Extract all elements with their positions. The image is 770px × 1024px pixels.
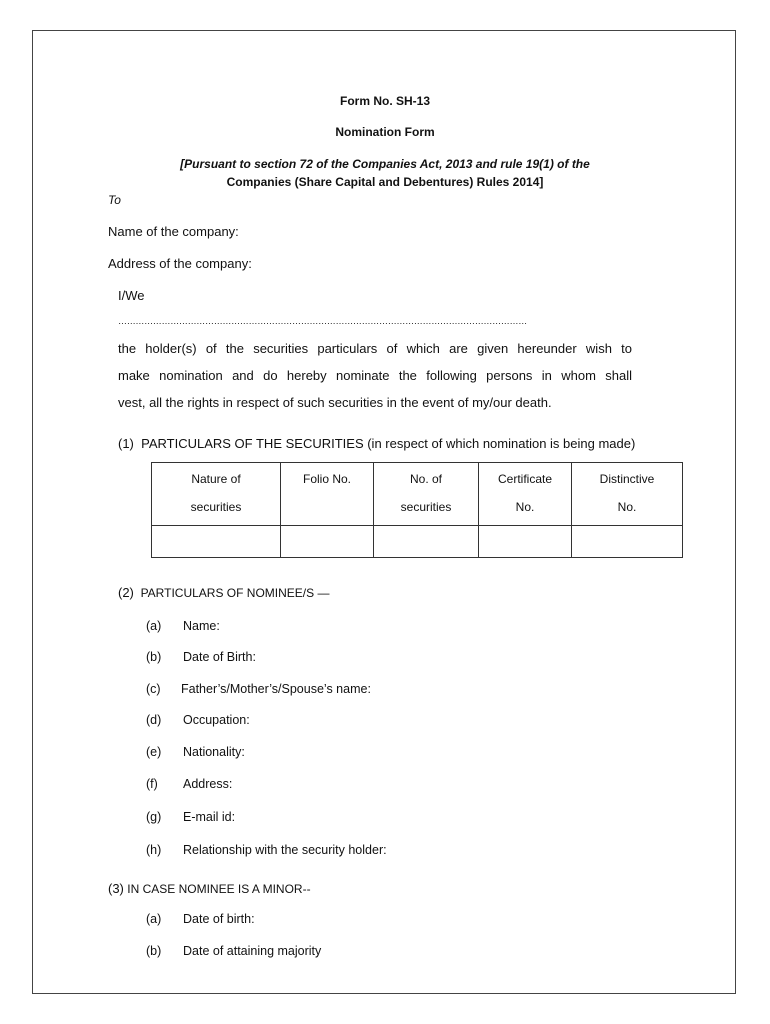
nominee-address-letter: (f) bbox=[146, 777, 158, 791]
col-no-of-securities: No. of securities bbox=[374, 463, 479, 526]
declaration-line-3: vest, all the rights in respect of such securities in the event of my/our death. bbox=[118, 395, 552, 410]
form-subtitle-line1: [Pursuant to section 72 of the Companies Act, 2013 and rule 19(1) of the bbox=[180, 157, 590, 171]
nominee-occupation-label: Occupation: bbox=[183, 713, 250, 727]
nominee-nationality-label: Nationality: bbox=[183, 745, 245, 759]
cell-folio-no[interactable] bbox=[281, 526, 374, 558]
col-certificate-no: Certificate No. bbox=[479, 463, 572, 526]
section2-title: PARTICULARS OF NOMINEE/S — bbox=[140, 586, 330, 600]
declaration-line-2: make nomination and do hereby nominate the following persons in whom shall bbox=[118, 368, 632, 383]
to-label: To bbox=[108, 193, 121, 207]
cell-nature-of-securities[interactable] bbox=[152, 526, 281, 558]
cell-certificate-no[interactable] bbox=[479, 526, 572, 558]
section2-number: (2) bbox=[118, 585, 134, 600]
company-address-label: Address of the company: bbox=[108, 256, 252, 271]
section3-title: IN CASE NOMINEE IS A MINOR-- bbox=[127, 882, 311, 896]
nominee-parent-letter: (c) bbox=[146, 682, 161, 696]
minor-dob-letter: (a) bbox=[146, 912, 162, 926]
securities-table-header bbox=[152, 463, 683, 526]
section1-title: PARTICULARS OF THE SECURITIES (in respect of which nomination is being made) bbox=[141, 436, 636, 451]
section3-number: (3) bbox=[108, 881, 124, 896]
form-subtitle-line2: Companies (Share Capital and Debentures) Rules 2014] bbox=[226, 175, 544, 189]
declaration-line-1: the holder(s) of the securities particulars of which are given hereunder wish to bbox=[118, 341, 632, 356]
nominee-email-label: E-mail id: bbox=[183, 810, 236, 824]
col-nature-of-securities: Nature of securities bbox=[152, 463, 281, 526]
form-number: Form No. SH-13 bbox=[339, 94, 430, 108]
cell-distinctive-no[interactable] bbox=[572, 526, 683, 558]
nominee-email-letter: (g) bbox=[146, 810, 162, 824]
fill-in-dots: …………………………………………………………………………………………………………………………… bbox=[118, 316, 527, 326]
company-name-label: Name of the company: bbox=[108, 224, 239, 239]
minor-majority-letter: (b) bbox=[146, 944, 162, 958]
section1-number: (1) bbox=[118, 436, 134, 451]
col-folio-no: Folio No. bbox=[281, 463, 374, 526]
nominee-relationship-letter: (h) bbox=[146, 843, 162, 857]
nominee-dob-letter: (b) bbox=[146, 650, 162, 664]
iwe-label: I/We bbox=[118, 288, 145, 303]
nominee-relationship-label: Relationship with the security holder: bbox=[183, 843, 387, 857]
minor-dob-label: Date of birth: bbox=[183, 912, 255, 926]
form-title: Nomination Form bbox=[335, 125, 435, 139]
securities-table bbox=[151, 462, 683, 558]
cell-no-of-securities[interactable] bbox=[374, 526, 479, 558]
nominee-dob-label: Date of Birth: bbox=[183, 650, 256, 664]
nominee-occupation-letter: (d) bbox=[146, 713, 162, 727]
section1-heading bbox=[118, 436, 635, 451]
nominee-nationality-letter: (e) bbox=[146, 745, 162, 759]
nominee-address-label: Address: bbox=[183, 777, 233, 791]
minor-majority-label: Date of attaining majority bbox=[183, 944, 322, 958]
col-distinctive-no: Distinctive No. bbox=[572, 463, 683, 526]
securities-table-row bbox=[152, 526, 683, 558]
section3-heading bbox=[108, 881, 311, 896]
section2-heading bbox=[118, 585, 329, 600]
nominee-parent-label: Father’s/Mother’s/Spouse’s name: bbox=[181, 682, 371, 696]
nominee-name-letter: (a) bbox=[146, 619, 162, 633]
nominee-name-label: Name: bbox=[183, 619, 220, 633]
